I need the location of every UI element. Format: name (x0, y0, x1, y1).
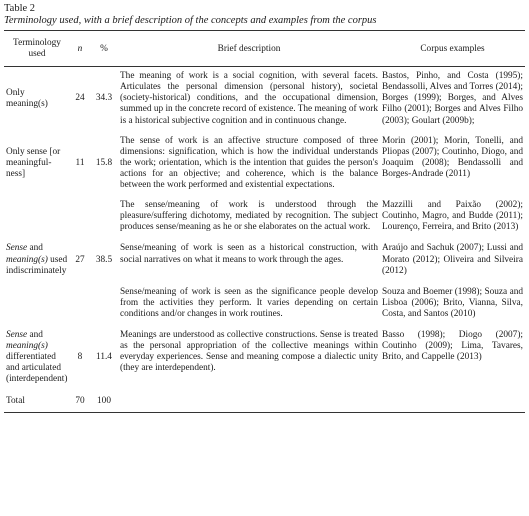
header-n (70, 31, 90, 67)
examples-cell: Basso (1998); Diogo (2007); Coutinho (2009); Lima, Tavares, Brito, and Cappelle (2013) (382, 329, 523, 363)
total-row (4, 390, 525, 412)
percent-cell: 38.5 (95, 254, 113, 265)
table-row (4, 326, 525, 390)
header-examples: Corpus examples (420, 43, 485, 54)
empty-cell (118, 390, 380, 412)
examples-cell: Bastos, Pinho, and Costa (1995); Bendassolli, Alves and Torres (2014); Borges (1999); Borges, and Alves Filho (2001); Borges and Alves Filho (2003); Goulart (2009b); (382, 71, 523, 126)
percent-cell: 11.4 (96, 352, 112, 363)
description-cell: Sense/meaning of work is seen as a historical construction, with social narratives on what it means to work through the ages. (120, 243, 378, 265)
header-percent: % (100, 43, 108, 54)
term-cell (4, 196, 70, 326)
table-row (4, 196, 525, 239)
table-label: Table 2 (4, 3, 36, 14)
term-sense: Sense (6, 329, 28, 340)
percent-cell: 15.8 (95, 157, 113, 168)
table-row (4, 132, 525, 196)
examples-cell: Mazzilli and Paixão (2002); Coutinho, Magro, and Budde (2011); Lourenço, Ferreira, and Brito (2013) (382, 200, 523, 233)
term-meanings: meaning(s) (6, 254, 48, 265)
examples-cell: Souza and Boemer (1998); Souza and Lisboa (2006); Brito, Vianna, Silva, Costa, and Santos (2010) (382, 286, 523, 319)
description-cell: Sense/meaning of work is seen as the significance people develop from the activities they perform. It varies depending on certain conditions and/or changes in work routines. (120, 286, 378, 319)
empty-cell (380, 390, 525, 412)
term-cell: Only meaning(s) (6, 87, 48, 109)
term-rest: used indiscriminately (6, 254, 68, 276)
table-row (4, 67, 525, 132)
n-cell: 11 (75, 157, 85, 168)
header-terminology: Terminology used (13, 38, 61, 60)
description-cell: Meanings are understood as collective constructions. Sense is treated as the personal appropriation of the collective meanings within everyday experiences. Sense and meaning compose a dialectic unity (they are interdependent). (120, 329, 378, 374)
examples-cell: Morin (2001); Morin, Tonelli, and Pliopas (2007); Coutinho, Diogo, and Joaquim (2008); Bendassolli and Borges-Andrade (2011) (382, 135, 523, 179)
term-rest: differentiated and articulated (interdependent) (6, 352, 68, 385)
header-n-text: n (77, 43, 83, 54)
term-cell: Only sense [or meaningful-ness] (6, 146, 61, 179)
term-and: and (27, 329, 43, 340)
description-cell: The sense/meaning of work is understood through the pleasure/suffering dichotomy, mediated by recognition. The subject produces sense/meaning as he or she elaborates on the actual work. (120, 200, 378, 233)
description-cell: The sense of work is an affective structure composed of three dimensions: signification, which is how the individual understands the work; orientation, which is the intention that guides the person's actions for an objective; and coherence, which is the balance between the work performed and existential expectations. (120, 135, 378, 191)
total-percent: 100 (97, 396, 111, 407)
percent-cell: 34.3 (95, 93, 113, 104)
term-meanings: meaning(s) (6, 341, 48, 352)
header-row (4, 31, 525, 67)
n-cell: 24 (75, 93, 85, 104)
examples-cell: Araújo and Sachuk (2007); Lussi and Morato (2012); Oliveira and Silveira (2012) (382, 243, 523, 276)
term-cell (4, 326, 70, 390)
n-cell: 8 (77, 352, 83, 363)
description-cell: The meaning of work is a social cognition, with several facets. Articulates the personal dimension (personal history), societal (society-historical) conditions, and the occupational dimension, summed up in the concrete record of existence. The meaning of work is a historical subjective cognition and in continuous change. (120, 71, 378, 126)
n-cell: 27 (75, 254, 85, 265)
table-title: Terminology used, with a brief description of the concepts and examples from the corpus (4, 15, 377, 26)
total-n: 70 (75, 396, 85, 407)
term-and: and (27, 243, 43, 254)
terminology-table (4, 30, 525, 413)
term-sense: Sense (6, 243, 28, 254)
header-description: Brief description (217, 43, 281, 54)
total-label: Total (6, 396, 25, 407)
